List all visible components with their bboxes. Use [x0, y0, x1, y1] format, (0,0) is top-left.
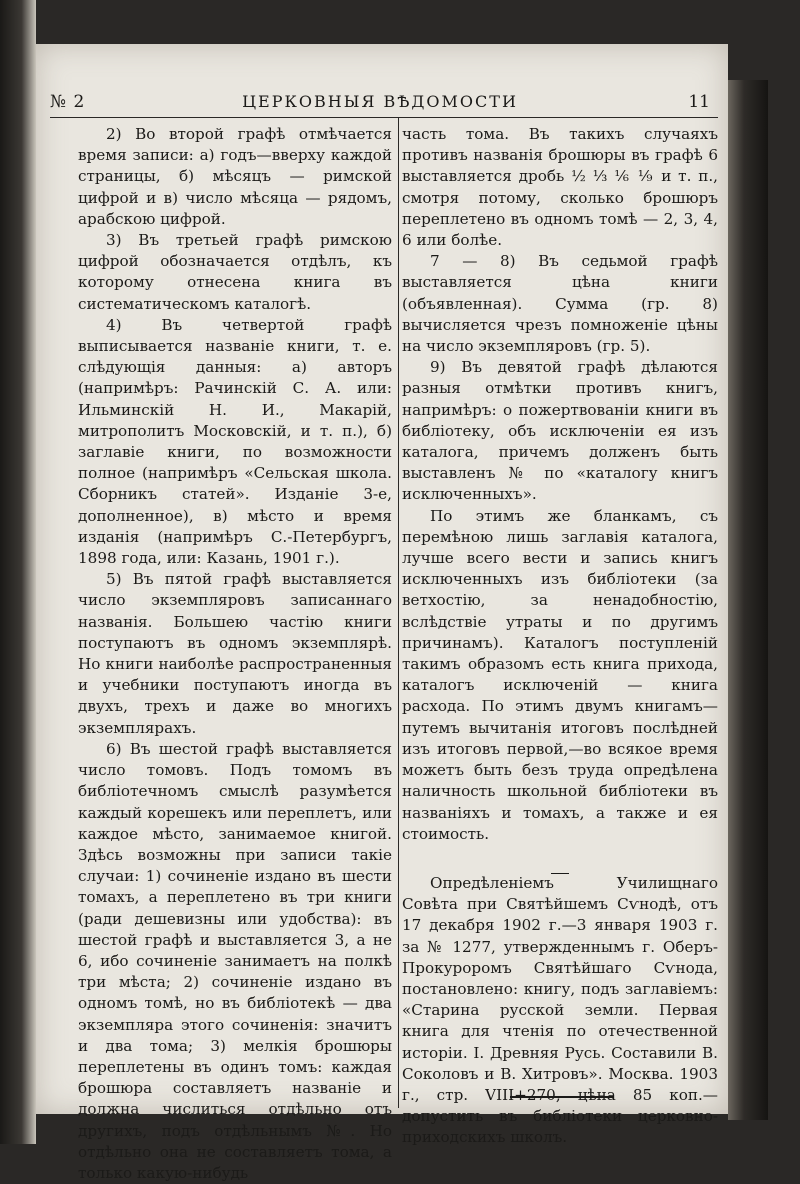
journal-title: ЦЕРКОВНЫЯ ВѢДОМОСТИ	[242, 92, 518, 111]
page-number: 11	[688, 92, 710, 112]
header-rule	[50, 117, 718, 118]
book-spine	[0, 0, 36, 1144]
notice-paragraph: Опредѣленіемъ Училищнаго Совѣта при Святѣйшемъ Сѵнодѣ, отъ 17 декабря 1902 г.—3 января 1903 г. за № 1277, утвержденнымъ г. Оберъ-Прокуроромъ Святѣйшаго Сѵнода, постановлено: книгу, подъ заглавіемъ: «Старина русской земли. Первая книга для чтенія по отечественной исторіи. I. Древняя Русь. Составили В. Соколовъ и В. Хитровъ». Москва. 1903 г., стр. VIII+270, цѣна 85 коп.—допустить въ библіотеки церковно-приходскихъ школъ.	[402, 873, 718, 1147]
column-divider	[398, 118, 399, 1108]
page-header	[50, 92, 710, 118]
paragraph-6-continued: часть тома. Въ такихъ случаяхъ противъ названія брошюры въ графѣ 6 выставляется дробь ½ ⅓ ⅙ ⅑ и т. п., смотря потому, сколько брошюръ переплетено въ одномъ томѣ — 2, 3, 4, 6 или болѣе.	[402, 125, 718, 250]
section-divider	[402, 859, 718, 869]
page-stack-edge	[728, 80, 768, 1120]
paragraph-9: 9) Въ девятой графѣ дѣлаются разныя отмѣтки противъ книгъ, напримѣръ: о пожертвованіи книги въ библіотеку, объ исключеніи ея изъ каталога, причемъ долженъ быть выставленъ № по «каталогу книгъ исключенныхъ».	[402, 358, 718, 504]
left-column	[78, 124, 392, 1184]
issue-number: № 2	[50, 92, 86, 112]
paragraph-7-8: 7 — 8) Въ седьмой графѣ выставляется цѣна книги (объявленная). Сумма (гр. 8) вычисляется чрезъ помноженіе цѣны на число экземпляровъ (гр. 5).	[402, 252, 718, 356]
end-rule	[510, 1096, 614, 1098]
paragraph-6: 6) Въ шестой графѣ выставляется число томовъ. Подъ томомъ въ библіотечномъ смыслѣ разумѣется каждый корешекъ или переплетъ, или каждое мѣсто, занимаемое книгой. Здѣсь возможны при записи такіе случаи: 1) сочиненіе издано въ шести томахъ, а переплетено въ три книги (ради дешевизны или удобства): въ шестой графѣ и выставляется 3, а не 6, ибо сочиненіе занимаетъ на полкѣ три мѣста; 2) сочиненіе издано въ одномъ томѣ, но въ библіотекѣ — два экземпляра этого сочиненія: значитъ и два тома; 3) мелкія брошюры переплетены въ одинъ томъ: каждая брошюра составляетъ названіе и должна числиться отдѣльно отъ другихъ, подъ отдѣльнымъ №. Но отдѣльно она не составляетъ тома, а только какую-нибудь	[78, 739, 392, 1182]
paragraph-closing: По этимъ же бланкамъ, съ перемѣною лишь заглавія каталога, лучше всего вести и запись книгъ исключенныхъ изъ библіотеки (за ветхостію, за ненадобностію, вслѣдствіе утраты и по другимъ причинамъ). Каталогъ поступленій такимъ образомъ есть книга прихода, каталогъ исключеній — книга расхода. По этимъ двумъ книгамъ— путемъ вычитанія итоговъ послѣдней изъ итоговъ первой,—во всякое время можетъ быть безъ труда опредѣлена наличность школьной библіотеки въ названіяхъ и томахъ, а также и ея стоимость.	[402, 506, 718, 843]
paragraph-3: 3) Въ третьей графѣ римскою цифрой обозначается отдѣлъ, къ которому отнесена книга въ систематическомъ каталогѣ.	[78, 231, 392, 313]
paragraph-4: 4) Въ четвертой графѣ выписывается названіе книги, т. е. слѣдующія данныя: а) авторъ (напримѣръ: Рачинскій С. А. или: Ильминскій Н. И., Макарій, митрополитъ Московскій, и т. п.), б) заглавіе книги, по возможности полное (напримѣръ «Сельская школа. Сборникъ статей». Изданіе 3-е, дополненное), в) мѣсто и время изданія (напримѣръ С.-Петербургъ, 1898 года, или: Казань, 1901 г.).	[78, 315, 392, 568]
paragraph-2: 2) Во второй графѣ отмѣчается время записи: а) годъ—вверху каждой страницы, б) мѣсяцъ — римской цифрой и в) число мѣсяца — рядомъ, арабскою цифрой.	[78, 125, 392, 228]
right-column	[402, 124, 718, 1149]
paragraph-5: 5) Въ пятой графѣ выставляется число экземпляровъ записаннаго названія. Большею частію книги поступаютъ въ одномъ экземплярѣ. Но книги наиболѣе распространенныя и учебники поступаютъ иногда въ двухъ, трехъ и даже во многихъ экземплярахъ.	[78, 570, 392, 737]
